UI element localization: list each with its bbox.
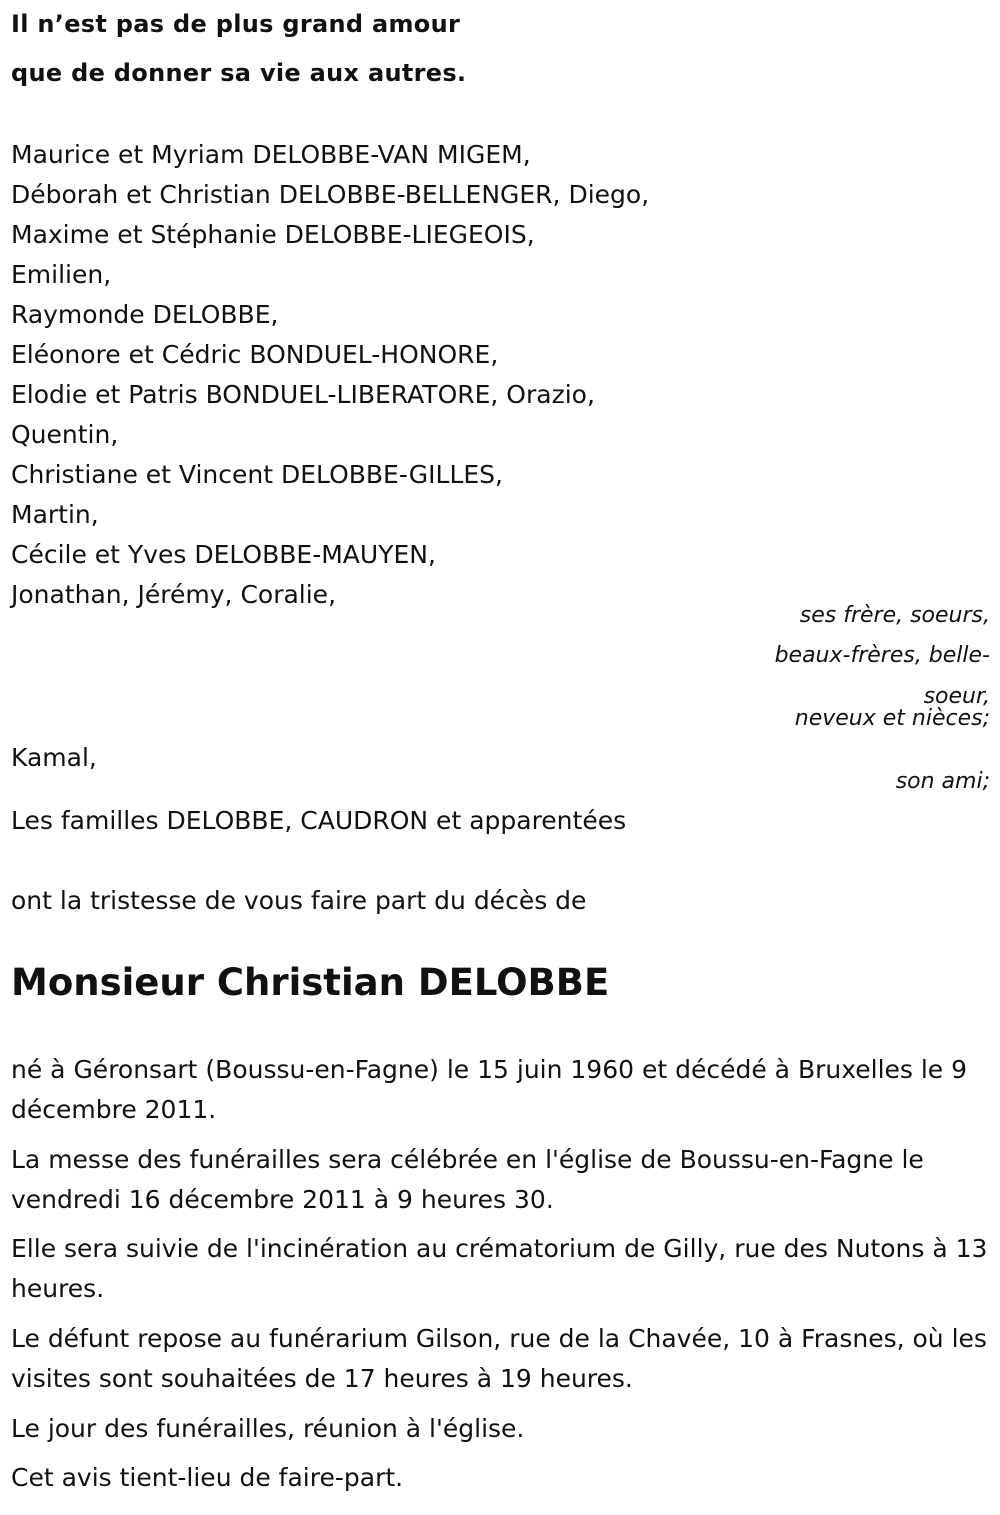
family-member: Raymonde DELOBBE, (11, 300, 279, 329)
family-member: Eléonore et Cédric BONDUEL-HONORE, (11, 340, 499, 369)
family-member: Emilien, (11, 260, 112, 289)
deceased-name: Monsieur Christian DELOBBE (11, 961, 610, 1004)
notice-paragraph: Cet avis tient-lieu de faire-part. (11, 1463, 404, 1492)
birth-death-paragraph: né à Géronsart (Boussu-en-Fagne) le 15 juin 1960 et décédé à Bruxelles le 9 décembre 2011. (11, 1055, 968, 1124)
relation-in-laws: beaux-frères, belle- (774, 643, 990, 668)
family-list (11, 135, 649, 615)
family-member: Jonathan, Jérémy, Coralie, (11, 580, 337, 609)
epigraph-line-1: Il n’est pas de plus grand amour (11, 10, 461, 38)
relation-siblings: ses frère, soeurs, (799, 603, 990, 628)
family-member: Martin, (11, 500, 99, 529)
announcement: ont la tristesse de vous faire part du décès de (11, 886, 587, 915)
family-member: Déborah et Christian DELOBBE-BELLENGER, Diego, (11, 180, 650, 209)
family-member: Cécile et Yves DELOBBE-MAUYEN, (11, 540, 436, 569)
family-member: Elodie et Patris BONDUEL-LIBERATORE, Orazio, (11, 380, 595, 409)
meeting-paragraph: Le jour des funérailles, réunion à l'église. (11, 1414, 525, 1443)
cremation-paragraph: Elle sera suivie de l'incinération au crématorium de Gilly, rue des Nutons à 13 heures. (11, 1234, 988, 1303)
visitation-paragraph: Le défunt repose au funérarium Gilson, rue de la Chavée, 10 à Frasnes, où les visites sont souhaitées de 17 heures à 19 heures. (11, 1324, 987, 1393)
friend-name: Kamal, (11, 743, 97, 772)
family-member: Maurice et Myriam DELOBBE-VAN MIGEM, (11, 140, 531, 169)
family-member: Christiane et Vincent DELOBBE-GILLES, (11, 460, 503, 489)
family-member: Maxime et Stéphanie DELOBBE-LIEGEOIS, (11, 220, 535, 249)
relation-sister-in-law: soeur, (923, 684, 990, 709)
friend-relation: son ami; (895, 769, 990, 794)
families-line: Les familles DELOBBE, CAUDRON et apparentées (11, 806, 627, 835)
family-member: Quentin, (11, 420, 119, 449)
funeral-mass-paragraph: La messe des funérailles sera célébrée en l'église de Boussu-en-Fagne le vendredi 16 décembre 2011 à 9 heures 30. (11, 1145, 924, 1214)
epigraph-line-2: que de donner sa vie aux autres. (11, 59, 467, 87)
relation-nephews: neveux et nièces; (794, 706, 990, 731)
